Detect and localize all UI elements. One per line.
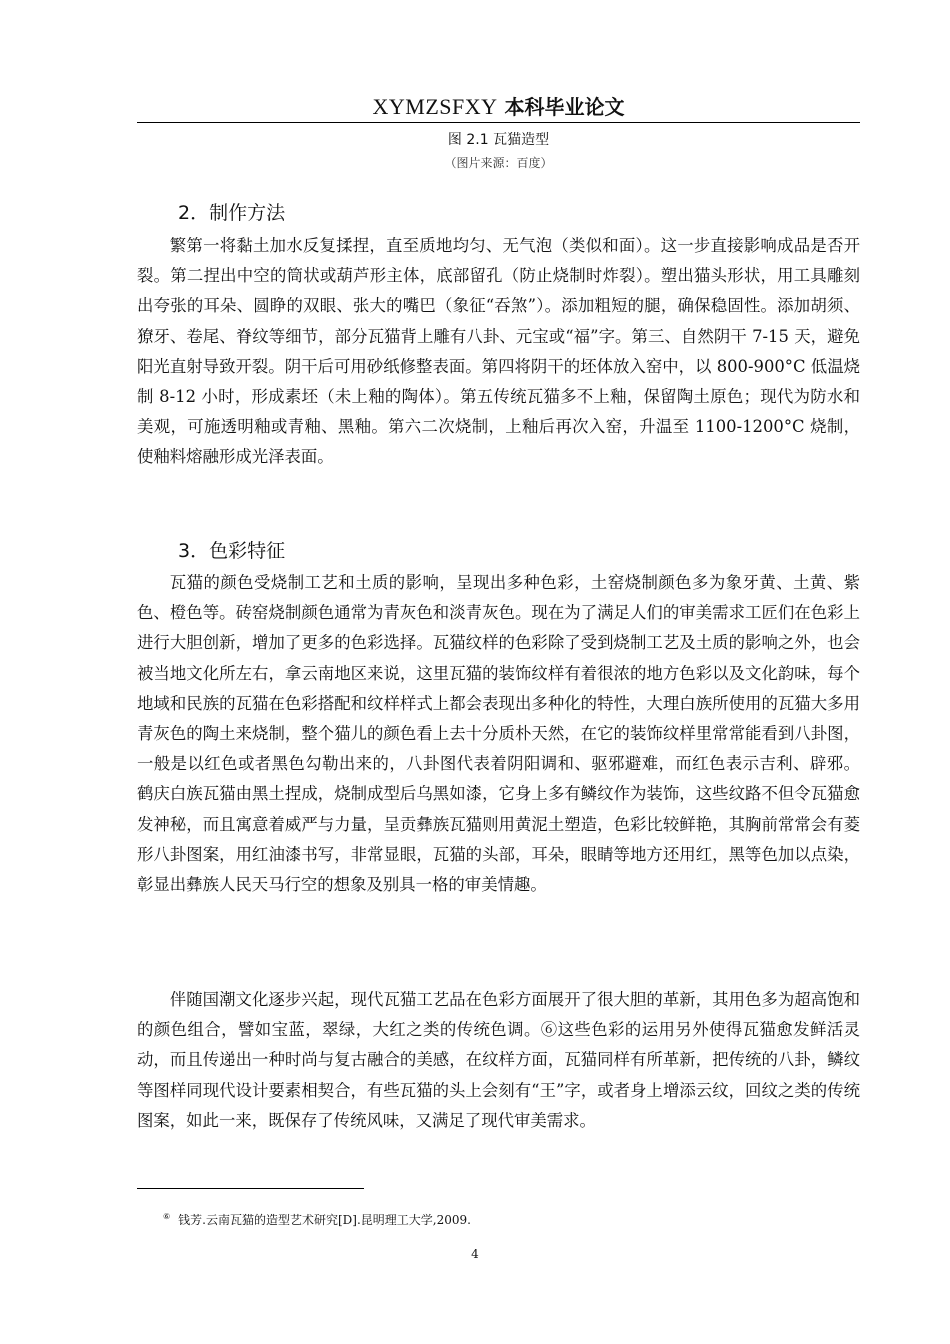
footnote-marker: ⑥ — [163, 1212, 171, 1221]
figure-caption: 图 2.1 瓦猫造型 — [447, 132, 550, 148]
footnote — [163, 1208, 471, 1229]
figure-source: （图片来源：百度） — [444, 156, 553, 170]
body-paragraph-method: 繁第一将黏土加水反复揉捏，直至质地均匀、无气泡（类似和面）。这一步直接影响成品是否开裂。第二捏出中空的筒状或葫芦形主体，底部留孔（防止烧制时炸裂）。塑出猫头形状，用工具雕刻出夸张的耳朵、圆睁的双眼、张大的嘴巴（象征“吞煞”）。添加粗短的腿，确保稳固性。添加胡须、獠牙、卷尾、脊纹等细节，部分瓦猫背上雕有八卦、元宝或“福”字。第三、自然阴干 7-15 天，避免阳光直射导致开裂。阴干后可用砂纸修整表面。第四将阴干的坯体放入窑中，以 800-900°C 低温烧制 8-12 小时，形成素坯（未上釉的陶体）。第五传统瓦猫多不上釉，保留陶土原色；现代为防水和美观，可施透明釉或青釉、黑釉。第六二次烧制，上釉后再次入窑，升温至 1100-1200°C 烧制，使釉料熔融形成光泽表面。 — [137, 236, 860, 467]
page-number: 4 — [471, 1247, 479, 1261]
header-title: 本科毕业论文 — [497, 95, 625, 119]
body-paragraph-color-2: 伴随国潮文化逐步兴起，现代瓦猫工艺品在色彩方面展开了很大胆的革新，其用色多为超高饱和的颜色组合，譬如宝蓝，翠绿，大红之类的传统色调。⑥这些色彩的运用另外使得瓦猫愈发鲜活灵动，而且传递出一种时尚与复古融合的美感，在纹样方面，瓦猫同样有所革新，把传统的八卦，鳞纹等图样同现代设计要素相契合，有些瓦猫的头上会刻有“王”字，或者身上增添云纹，回纹之类的传统图案，如此一来，既保存了传统风味，又满足了现代审美需求。 — [137, 990, 860, 1130]
footnote-separator — [137, 1188, 364, 1189]
running-header — [137, 92, 860, 122]
footnote-text: 钱芳.云南瓦猫的造型艺术研究[D].昆明理工大学,2009. — [178, 1213, 471, 1227]
header-latin: XYMZSFXY — [372, 94, 498, 119]
body-paragraph-color-1: 瓦猫的颜色受烧制工艺和土质的影响，呈现出多种色彩，土窑烧制颜色多为象牙黄、土黄、紫色、橙色等。砖窑烧制颜色通常为青灰色和淡青灰色。现在为了满足人们的审美需求工匠们在色彩上进行大胆创新，增加了更多的色彩选择。瓦猫纹样的色彩除了受到烧制工艺及土质的影响之外，也会被当地文化所左右，拿云南地区来说，这里瓦猫的装饰纹样有着很浓的地方色彩以及文化韵味，每个地域和民族的瓦猫在色彩搭配和纹样样式上都会表现出多种化的特性，大理白族所使用的瓦猫大多用青灰色的陶土来烧制，整个猫儿的颜色看上去十分质朴天然，在它的装饰纹样里常常能看到八卦图，一般是以红色或者黑色勾勒出来的，八卦图代表着阴阳调和、驱邪避难，而红色表示吉利、辟邪。 鹤庆白族瓦猫由黑土捏成，烧制成型后乌黑如漆，它身上多有鳞纹作为装饰，这些纹路不但令瓦猫愈发神秘，而且寓意着威严与力量，呈贡彝族瓦猫则用黄泥土塑造，色彩比较鲜艳，其胸前常常会有菱形八卦图案，用红油漆书写，非常显眼，瓦猫的头部，耳朵，眼睛等地方还用红，黑等色加以点染，彰显出彝族人民天马行空的想象及别具一格的审美情趣。 — [137, 573, 860, 895]
section-heading-color: 3．色彩特征 — [178, 540, 286, 562]
section-heading-method: 2．制作方法 — [178, 202, 286, 224]
header-rule — [137, 122, 860, 123]
